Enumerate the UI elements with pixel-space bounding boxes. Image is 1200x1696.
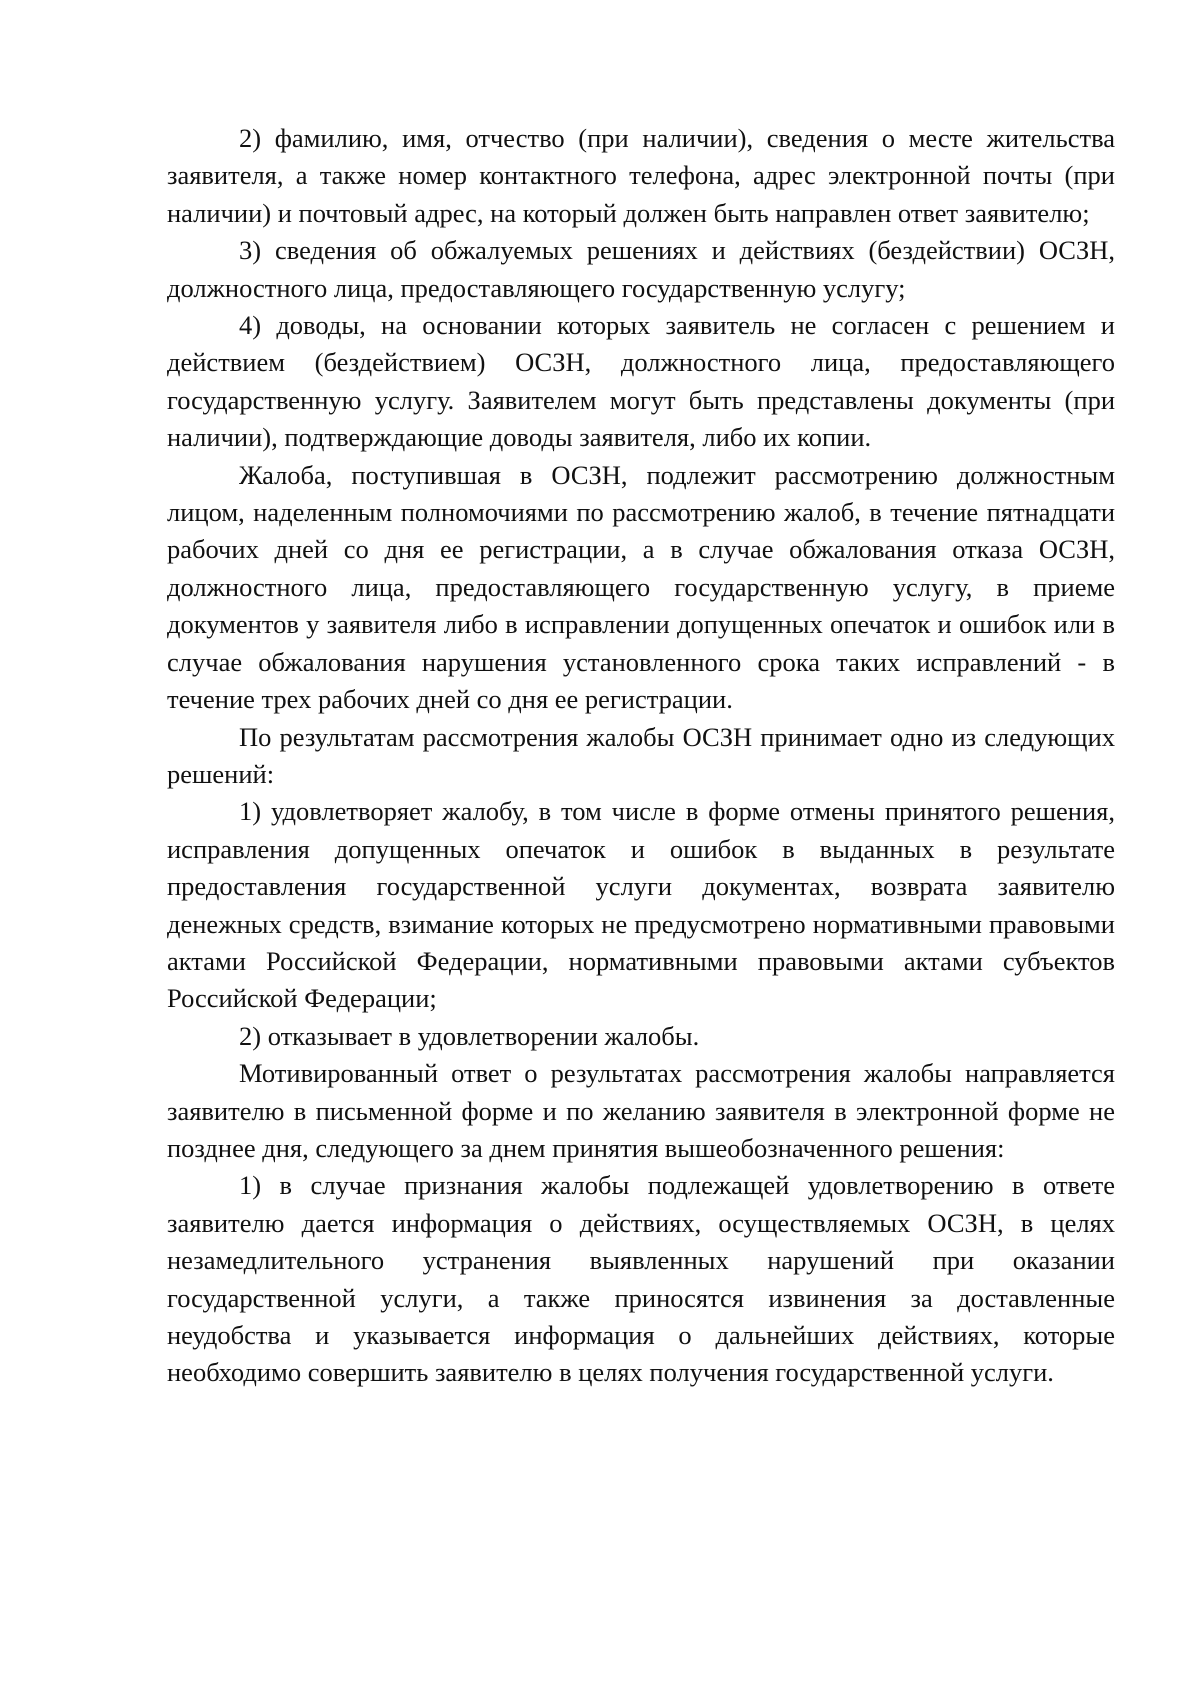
paragraph-response-case-1: 1) в случае признания жалобы подлежащей удовлетворению в ответе заявителю дается информация о действиях, осуществляемых ОСЗН, в целях незамедлительного устранения выявленных нарушений при оказании государственной услуги, а также приносятся извинения за доставленные неудобства и указывается информация о дальнейших действиях, которые необходимо совершить заявителю в целях получения государственной услуги.: [167, 1170, 1115, 1388]
paragraph-decision-1-satisfy: 1) удовлетворяет жалобу, в том числе в форме отмены принятого решения, исправления допущенных опечаток и ошибок в выданных в результате предоставления государственной услуги документах, возврата заявителю денежных средств, взимание которых не предусмотрено нормативными правовыми актами Российской Федерации, нормативными правовыми актами субъектов Российской Федерации;: [167, 796, 1115, 1014]
paragraph-item-4-arguments: 4) доводы, на основании которых заявитель не согласен с решением и действием (бездействием) ОСЗН, должностного лица, предоставляющего государственную услугу. Заявителем могут быть представлены документы (при наличии), подтверждающие доводы заявителя, либо их копии.: [167, 310, 1115, 453]
paragraph-review-results-intro: По результатам рассмотрения жалобы ОСЗН принимает одно из следующих решений:: [167, 721, 1115, 789]
paragraph-item-2-contact-details: 2) фамилию, имя, отчество (при наличии), сведения о месте жительства заявителя, а также номер контактного телефона, адрес электронной почты (при наличии) и почтовый адрес, на который должен быть направлен ответ заявителю;: [167, 123, 1115, 228]
paragraph-reasoned-response: Мотивированный ответ о результатах рассмотрения жалобы направляется заявителю в письменной форме и по желанию заявителя в электронной форме не позднее дня, следующего за днем принятия вышеобозначенного решения:: [167, 1058, 1115, 1163]
document-page: [167, 120, 1115, 1392]
paragraph-item-3-appealed-decisions: 3) сведения об обжалуемых решениях и действиях (бездействии) ОСЗН, должностного лица, предоставляющего государственную услугу;: [167, 235, 1115, 303]
paragraph-complaint-review-terms: Жалоба, поступившая в ОСЗН, подлежит рассмотрению должностным лицом, наделенным полномочиями по рассмотрению жалоб, в течение пятнадцати рабочих дней со дня ее регистрации, а в случае обжалования отказа ОСЗН, должностного лица, предоставляющего государственную услугу, в приеме документов у заявителя либо в исправлении допущенных опечаток и ошибок или в случае обжалования нарушения установленного срока таких исправлений - в течение трех рабочих дней со дня ее регистрации.: [167, 459, 1115, 715]
paragraph-decision-2-refuse: 2) отказывает в удовлетворении жалобы.: [239, 1020, 700, 1051]
